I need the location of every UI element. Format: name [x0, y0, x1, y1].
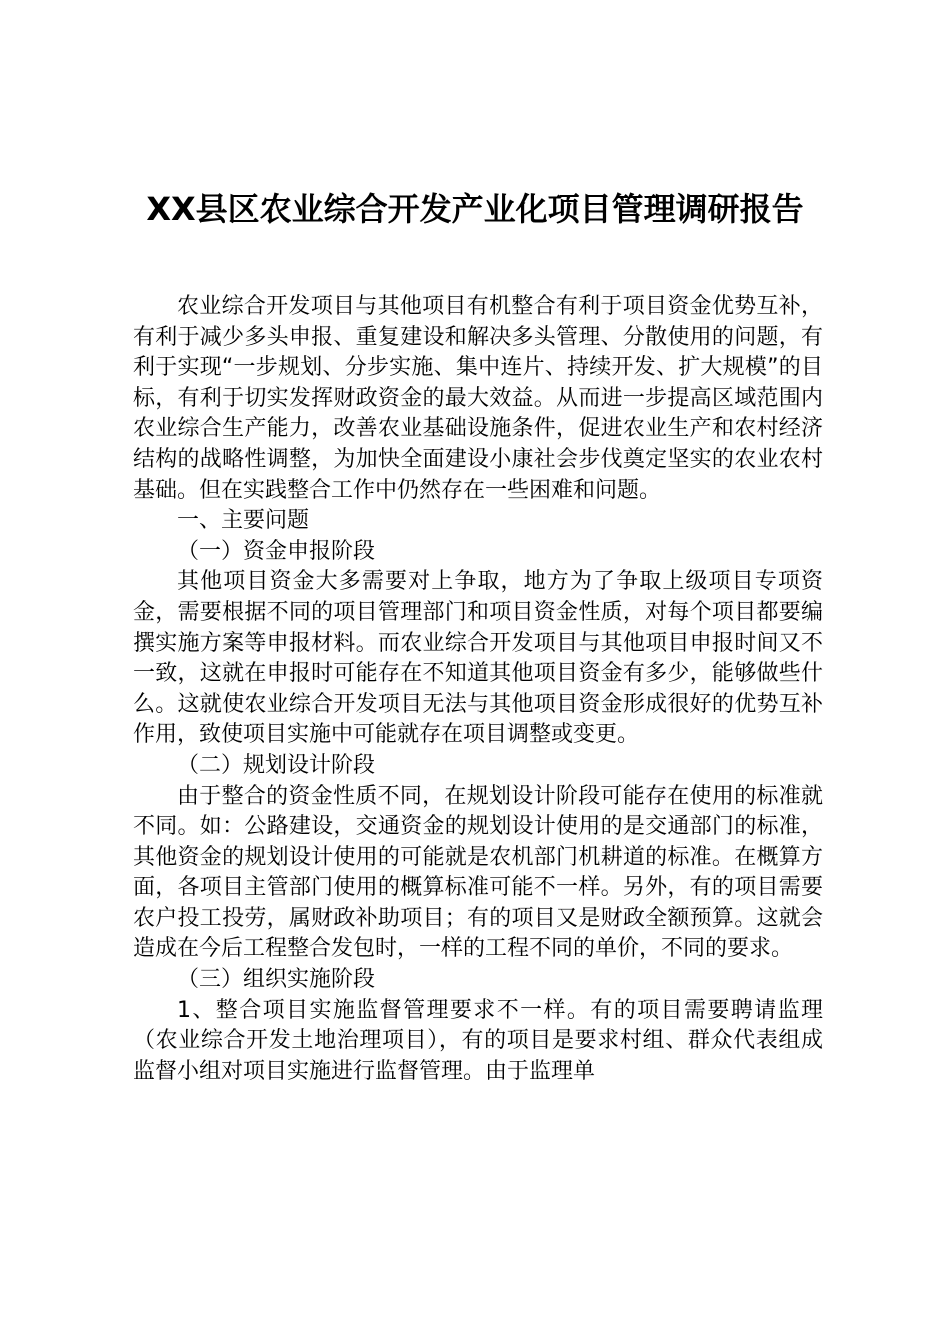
- subsection-heading-planning-design: （二）规划设计阶段: [177, 752, 376, 778]
- intro-paragraph: 农业综合开发项目与其他项目有机整合有利于项目资金优势互补，有利于减少多头申报、重复建设和解决多头管理、分散使用的问题，有利于实现“一步规划、分步实施、集中连片、持续开发、扩大规模”的目标，有利于切实发挥财政资金的最大效益。从而进一步提高区域范围内农业综合生产能力，改善农业基础设施条件，促进农业生产和农村经济结构的战略性调整，为加快全面建设小康社会步伐奠定坚实的农业农村基础。但在实践整合工作中仍然存在一些困难和问题。: [133, 294, 823, 503]
- subsection-heading-funding-application: （一）资金申报阶段: [177, 538, 376, 564]
- subsection-heading-implementation: （三）组织实施阶段: [177, 967, 376, 993]
- document-body: [133, 292, 823, 1087]
- document-title: XX县区农业综合开发产业化项目管理调研报告: [146, 190, 804, 228]
- planning-design-paragraph: 由于整合的资金性质不同，在规划设计阶段可能存在使用的标准就不同。如：公路建设，交通资金的规划设计使用的是交通部门的标准，其他资金的规划设计使用的可能就是农机部门机耕道的标准。在概算方面，各项目主管部门使用的概算标准可能不一样。另外，有的项目需要农户投工投劳，属财政补助项目；有的项目又是财政全额预算。这就会造成在今后工程整合发包时，一样的工程不同的单价，不同的要求。: [133, 783, 823, 962]
- section-heading-main-problems: 一、主要问题: [177, 508, 310, 534]
- implementation-paragraph: 1、整合项目实施监督管理要求不一样。有的项目需要聘请监理（农业综合开发土地治理项目），有的项目是要求村组、群众代表组成监督小组对项目实施进行监督管理。由于监理单: [133, 997, 823, 1084]
- funding-application-paragraph: 其他项目资金大多需要对上争取，地方为了争取上级项目专项资金，需要根据不同的项目管理部门和项目资金性质，对每个项目都要编撰实施方案等申报材料。而农业综合开发项目与其他项目申报时间又不一致，这就在申报时可能存在不知道其他项目资金有多少，能够做些什么。这就使农业综合开发项目无法与其他项目资金形成很好的优势互补作用，致使项目实施中可能就存在项目调整或变更。: [133, 569, 823, 748]
